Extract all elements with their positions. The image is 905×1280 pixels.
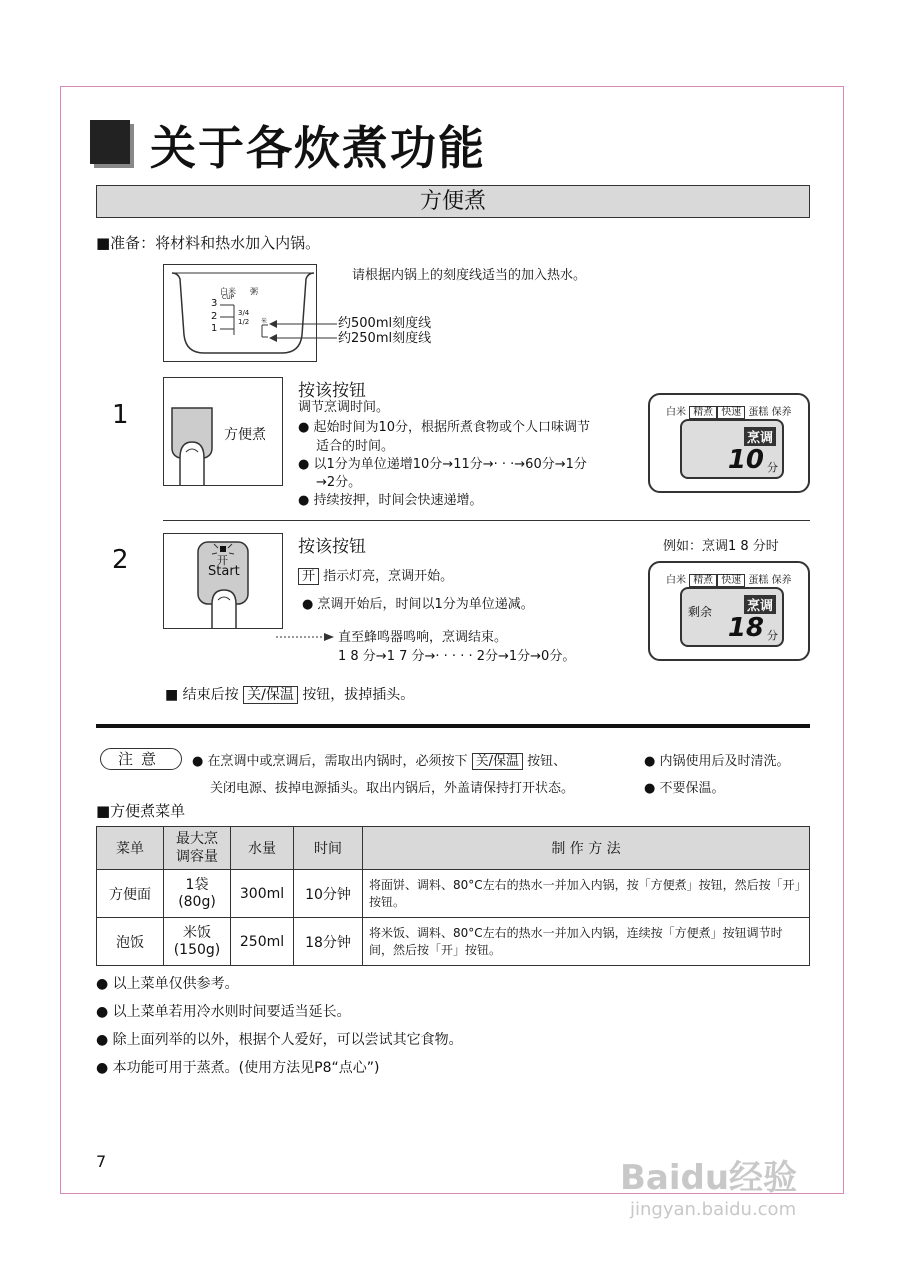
- mark-250: 约250ml刻度线: [338, 331, 432, 346]
- level-arrows: [265, 316, 340, 344]
- step-2-bullet: ● 烹调开始后，时间以1分为单位递减。: [302, 597, 534, 612]
- cell-water: 250ml: [231, 918, 294, 966]
- page-number: 7: [96, 1152, 107, 1171]
- lcd-cooking-tag: 烹调: [744, 427, 776, 446]
- scale-label-3-4: 3/4: [238, 309, 250, 317]
- watermark-url: jingyan.baidu.com: [630, 1199, 797, 1220]
- step-1-heading: 按该按钮: [298, 381, 366, 401]
- caution-line-2: 关闭电源、拔掉电源插头。取出内锅后，外盖请保持打开状态。: [210, 781, 575, 796]
- col-header-capacity: 最大烹 调容量: [164, 827, 231, 870]
- step-2-button-illustration: [163, 533, 283, 629]
- step-1-number: 1: [112, 400, 129, 430]
- lcd-screen: [680, 587, 784, 647]
- step-2-number: 2: [112, 545, 129, 575]
- step-2-sequence: 1 8 分→1 7 分→· · · · · 2分→1分→0分。: [338, 649, 576, 664]
- table-row: [97, 918, 810, 966]
- watermark-logo: Baidu经验: [620, 1158, 798, 1198]
- prep-instruction: ■准备：将材料和热水加入内锅。: [96, 234, 321, 252]
- scale-label-3: 3: [211, 298, 218, 309]
- cell-capacity: 1袋 (80g): [164, 870, 231, 918]
- lcd-mode-tabs: 白米 精煮 快速 蛋糕 保养: [666, 575, 792, 586]
- scale-label-cup: CUP: [222, 294, 235, 301]
- cell-method: 将面饼、调料、80°C左右的热水一并加入内锅，按「方便煮」按钮，然后按「开」按钮。: [363, 870, 810, 918]
- convenient-cook-button-label: 方便煮: [224, 427, 266, 443]
- lcd-time-value: 10: [727, 445, 764, 475]
- list-item: ● 除上面列举的以外，根据个人爱好，可以尝试其它食物。: [96, 1032, 463, 1048]
- col-header-time: 时间: [294, 827, 363, 870]
- scale-label-1-2: 1/2: [238, 318, 250, 326]
- lcd-screen: [680, 419, 784, 479]
- lcd-cooking-tag: 烹调: [744, 595, 776, 614]
- step-1-bullet-3: ● 持续按押，时间会快速递增。: [298, 493, 483, 508]
- section-title: 方便煮: [96, 185, 810, 218]
- col-header-method: 制 作 方 法: [363, 827, 810, 870]
- step-1-bullet-1-cont: 适合的时间。: [316, 439, 395, 454]
- lcd-remaining-label: 剩余: [688, 605, 713, 619]
- page-title: 关于各炊煮功能: [150, 121, 486, 175]
- cell-time: 18分钟: [294, 918, 363, 966]
- step-2-heading: 按该按钮: [298, 537, 366, 557]
- start-press-icon: [164, 534, 282, 628]
- caution-right-1: ● 内锅使用后及时清洗。: [644, 754, 790, 769]
- cell-method: 将米饭、调料、80°C左右的热水一并加入内锅，连续按「方便煮」按钮调节时间，然后按「开」按钮。: [363, 918, 810, 966]
- lcd-time-value: 18: [727, 613, 764, 643]
- step-2-line-1: 开 指示灯亮，烹调开始。: [298, 567, 453, 587]
- step-1-bullet-2-cont: →2分。: [316, 475, 362, 490]
- lcd-example-caption: 例如：烹调1 8 分时: [663, 539, 779, 554]
- dotted-arrow: [276, 631, 336, 643]
- step-divider: [163, 520, 810, 521]
- watermark: [620, 1150, 797, 1220]
- end-note: ■ 结束后按 关/保温 按钮，拔掉插头。: [165, 687, 415, 703]
- step-1-subheading: 调节烹调时间。: [298, 400, 390, 415]
- mark-500: 约500ml刻度线: [338, 316, 432, 331]
- lcd-unit: 分: [767, 629, 778, 642]
- cell-capacity: 米饭 (150g): [164, 918, 231, 966]
- cell-water: 300ml: [231, 870, 294, 918]
- scale-label-2: 2: [211, 311, 218, 322]
- col-header-menu: 菜单: [97, 827, 164, 870]
- cell-menu: 泡饭: [97, 918, 164, 966]
- pot-instruction: 请根据内锅上的刻度线适当的加入热水。: [352, 268, 587, 283]
- step-1-bullet-2: ● 以1分为单位递增10分→11分→· · ·→60分→1分: [298, 457, 587, 472]
- section-rule: [96, 724, 810, 728]
- caution-right-2: ● 不要保温。: [644, 781, 725, 796]
- lcd-display-step-1: [648, 393, 810, 493]
- scale-label-1: 1: [211, 323, 218, 334]
- caution-line-1: ● 在烹调中或烹调后，需取出内锅时，必须按下 关/保温 按钮、: [192, 754, 567, 769]
- scale-label-porridge: 粥: [250, 287, 258, 296]
- notes-list: [96, 970, 463, 1082]
- menu-table: [96, 826, 810, 966]
- lcd-mode-tabs: 白米 精煮 快速 蛋糕 保养: [666, 407, 792, 418]
- step-1-bullet-1: ● 起始时间为10分，根据所煮食物或个人口味调节: [298, 420, 591, 435]
- table-row: [97, 870, 810, 918]
- step-2-end-text: 直至蜂鸣器鸣响，烹调结束。: [338, 630, 508, 645]
- menu-heading: ■方便煮菜单: [96, 802, 186, 820]
- title-square-icon: [90, 120, 130, 164]
- cell-time: 10分钟: [294, 870, 363, 918]
- start-button-kai: 开: [217, 554, 228, 567]
- scale-label-mi: 米: [261, 318, 268, 325]
- table-header-row: [97, 827, 810, 870]
- scale-label-rice: 白米: [220, 287, 236, 296]
- col-header-water: 水量: [231, 827, 294, 870]
- lcd-unit: 分: [767, 461, 778, 474]
- list-item: ● 以上菜单仅供参考。: [96, 976, 239, 992]
- start-button-label: Start: [208, 564, 240, 579]
- inner-pot-illustration: [163, 264, 317, 362]
- cell-menu: 方便面: [97, 870, 164, 918]
- caution-label: 注意: [100, 748, 182, 770]
- step-1-button-illustration: [163, 377, 283, 486]
- lcd-display-step-2: [648, 561, 810, 661]
- list-item: ● 本功能可用于蒸煮。(使用方法见P8“点心”): [96, 1060, 380, 1076]
- list-item: ● 以上菜单若用冷水则时间要适当延长。: [96, 1004, 351, 1020]
